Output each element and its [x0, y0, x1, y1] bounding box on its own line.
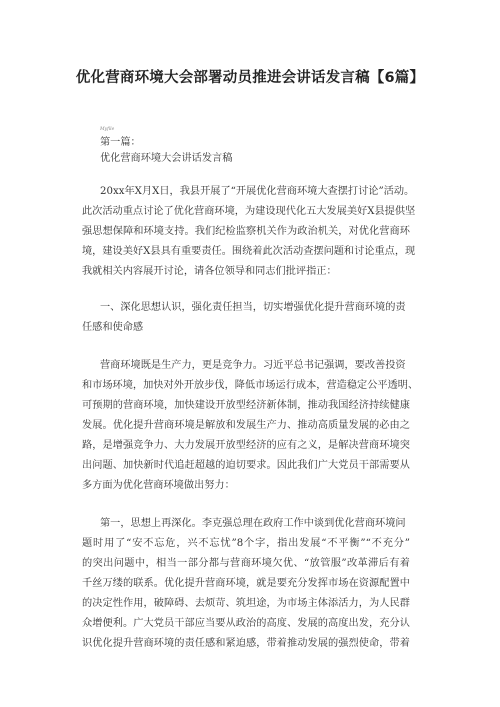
text-line: 第一，思想上再深化。李克强总理在政府工作中谈到优化营商环境问: [100, 518, 406, 529]
text-line: 此次活动重点讨论了优化营商环境，为建设现代化五大发展美好X县提供坚: [82, 206, 416, 217]
text-line: 第一篇：: [100, 137, 141, 148]
text-line: 识优化提升营商环境的责任感和紧迫感，带着推动发展的强烈使命，带着: [82, 638, 410, 649]
text-line: 强思想保障和环境支持。我们纪检监察机关作为政治机关，对优化营商环: [82, 226, 410, 237]
text-line: 题时用了“安不忘危，兴不忘忧”8个字，指出发展“不平衡”“不充分”: [82, 538, 410, 549]
logo-mark: Myfile: [100, 127, 115, 132]
text-line: 任感和使命感: [82, 322, 144, 333]
document-title: 优化营商环境大会部署动员推进会讲话发言稿【6篇】: [75, 70, 425, 86]
text-line: 路，是增强竞争力、大力发展开放型经济的应有之义，是解决营商环境突: [82, 440, 410, 451]
text-line: 千丝万缕的联系。优化提升营商环境，就是要充分发挥市场在资源配置中: [82, 578, 410, 589]
text-line: 出问题、加快新时代追赶超越的迫切要求。因此我们广大党员干部需要从: [82, 460, 410, 471]
text-line: 一、深化思想认识，强化责任担当，切实增强优化提升营商环境的责: [100, 302, 406, 313]
text-line: 可预期的营商环境，加快建设开放型经济新体制，推动我国经济持续健康: [82, 400, 410, 411]
text-line: 的决定性作用，破障碍、去烦苛、筑坦途，为市场主体添活力，为人民群: [82, 598, 410, 609]
text-line: 众增便利。广大党员干部应当要从政治的高度、发展的高度出发，充分认: [82, 618, 410, 629]
text-line: 营商环境既是生产力，更是竞争力。习近平总书记强调，要改善投资: [100, 360, 406, 371]
text-line: 优化营商环境大会讲话发言稿: [100, 153, 233, 164]
text-line: 的突出问题中，相当一部分都与营商环境欠优、“放管服”改革滞后有着: [82, 558, 410, 569]
text-line: 20xx年X月X日，我县开展了“开展优化营商环境大查摆打讨论”活动。: [100, 186, 415, 197]
text-line: 我就相关内容展开讨论，请各位领导和同志们批评指正：: [82, 266, 337, 277]
text-line: 多方面为优化营商环境做出努力：: [82, 480, 235, 491]
text-line: 境，建设美好X县具有重要责任。围绕着此次活动查摆问题和讨论重点，现: [82, 246, 416, 257]
text-line: 发展。优化提升营商环境是解放和发展生产力、推动高质量发展的必由之: [82, 420, 410, 431]
text-line: 和市场环境，加快对外开放步伐，降低市场运行成本，营造稳定公平透明、: [82, 380, 419, 391]
